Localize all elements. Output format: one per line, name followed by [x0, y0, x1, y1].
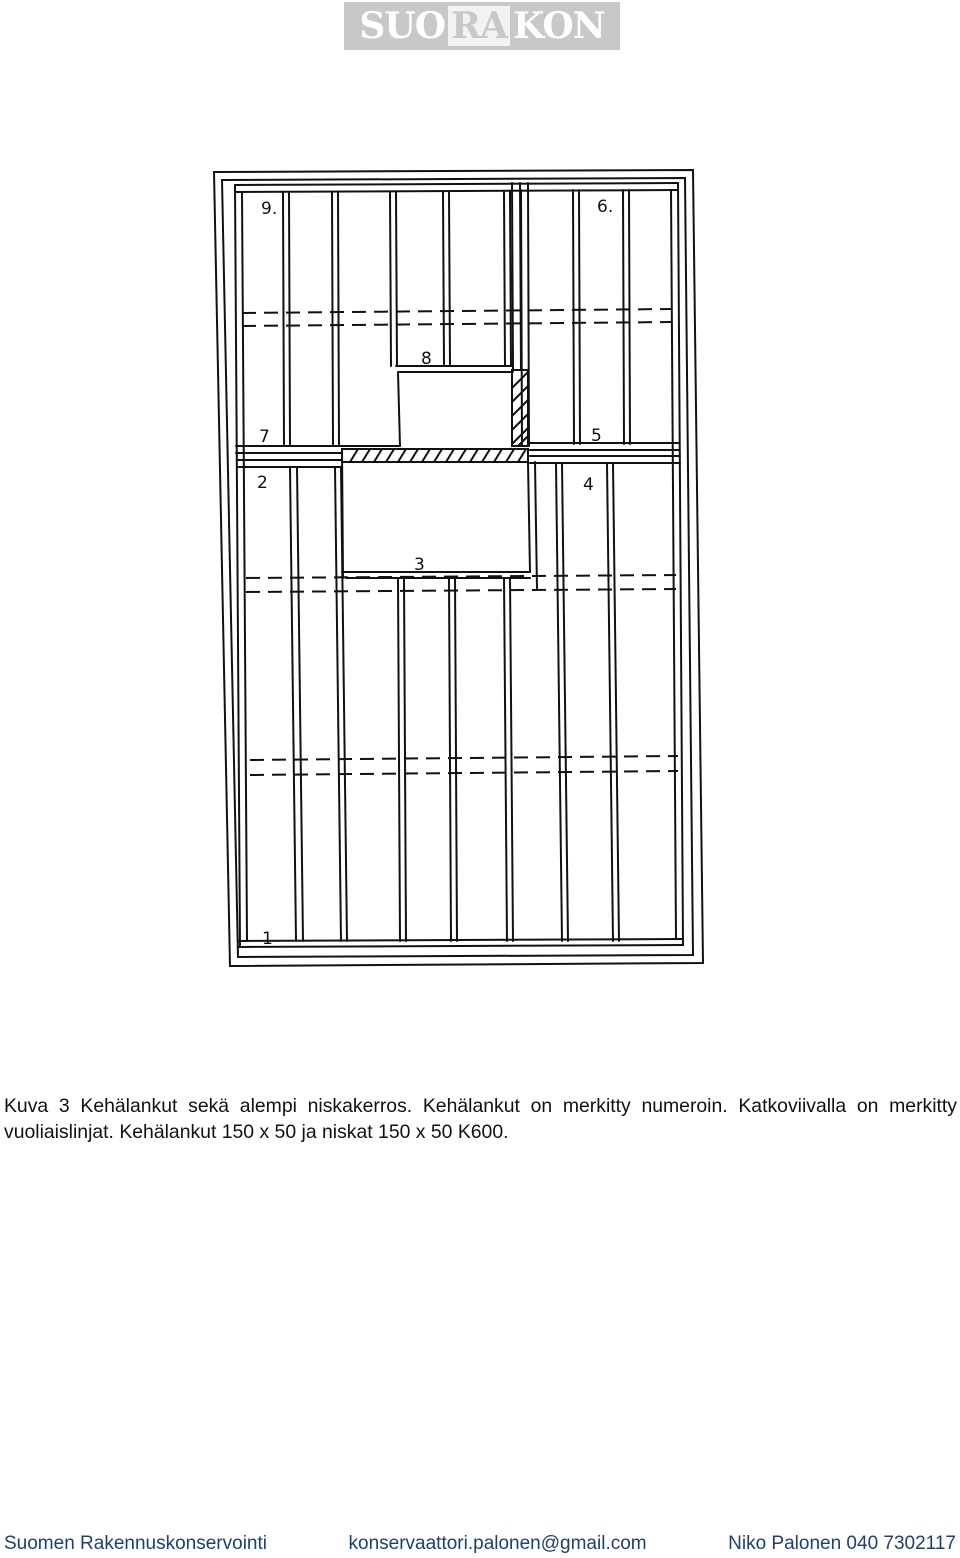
purlin-line — [250, 756, 678, 775]
upper-joist — [390, 192, 397, 366]
lower-joist — [335, 467, 347, 941]
label-4: 4 — [583, 475, 594, 495]
right-rim-line-1 — [678, 183, 683, 945]
bottom-rim-line-2 — [238, 945, 683, 947]
opening-right-wall — [528, 462, 537, 590]
left-rim-line-2 — [242, 192, 247, 941]
rim-5 — [528, 443, 679, 450]
label-8: 8 — [421, 349, 432, 369]
figure-caption: Kuva 3 Kehälankut sekä alempi niskakerros. Kehälankut on merkitty numeroin. Katkoviivalla on merkitty vuoliaislinjat. Kehälankut 150 x 50 ja niskat 150 x 50 K600. — [4, 1095, 957, 1143]
label-6: 6. — [597, 197, 614, 217]
upper-joist — [283, 192, 290, 446]
logo-part-ra: RA — [448, 6, 510, 46]
label-2: 2 — [257, 473, 268, 493]
top-rim-line-2 — [235, 190, 678, 192]
bottom-rim-line-1 — [238, 939, 683, 941]
upper-joist — [332, 192, 339, 446]
page-footer — [4, 1533, 956, 1555]
framing-plan-drawing — [200, 160, 720, 980]
logo-part-suo: SUO — [359, 5, 446, 47]
purlin-line — [242, 309, 672, 326]
logo-part-kon: KON — [513, 5, 605, 47]
lower-joist — [290, 467, 303, 941]
lower-joist — [607, 463, 619, 941]
label-1: 1 — [262, 929, 273, 949]
label-5: 5 — [591, 426, 602, 446]
upper-joist — [573, 190, 580, 444]
label-9: 9. — [261, 199, 278, 219]
suorakon-logo — [344, 2, 620, 50]
outer-frame-inner — [222, 178, 693, 957]
label-3: 3 — [414, 555, 425, 575]
header-8 — [396, 366, 513, 446]
lower-joist — [449, 578, 457, 941]
upper-joist — [623, 190, 630, 444]
footer-organization: Suomen Rakennuskonservointi — [4, 1533, 267, 1554]
footer-contact: Niko Palonen 040 7302117 — [728, 1533, 956, 1554]
label-7: 7 — [259, 427, 270, 447]
upper-joist — [504, 192, 511, 366]
lower-joist — [556, 463, 568, 941]
right-rim-line-2 — [671, 190, 676, 939]
lower-joist — [504, 578, 513, 941]
footer-email[interactable]: konservaattori.palonen@gmail.com — [348, 1533, 647, 1554]
upper-joist — [443, 192, 450, 366]
top-rim-line-1 — [235, 183, 678, 185]
